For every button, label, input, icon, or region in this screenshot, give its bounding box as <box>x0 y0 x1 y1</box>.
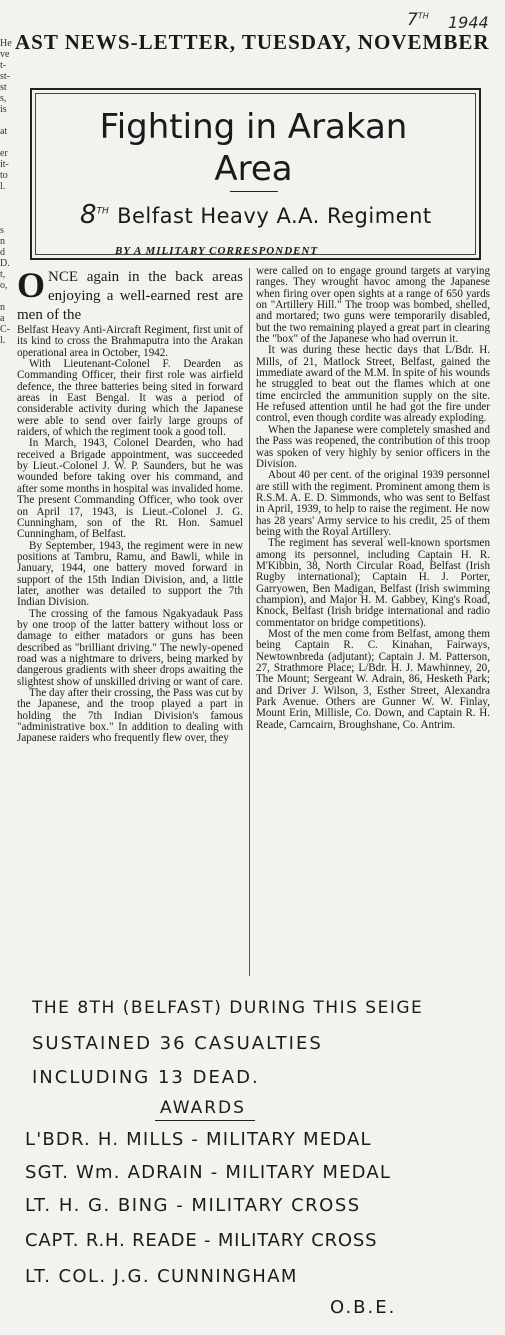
edge-fragment: ve <box>0 49 10 60</box>
article-paragraph: The crossing of the famous Ngakyadauk Pass by one troop of the latter battery without loss or damage to either matadors or guns has been described as "brilliant driving." The newly-opened road was a nightmare to drivers, being marked by dangerous gradients with sheer drops awaiting the slightest show of unskilled driving or want of care. <box>17 607 243 688</box>
edge-fragment: l. <box>0 335 6 346</box>
handwritten-date-day: 7TH <box>407 10 429 30</box>
byline: BY A MILITARY CORRESPONDENT <box>115 245 319 257</box>
dropcap-letter: O <box>17 265 46 305</box>
edge-fragment: D. <box>0 258 10 269</box>
edge-fragment: n <box>0 302 5 313</box>
edge-fragment: is <box>0 104 7 115</box>
newspaper-masthead: AST NEWS-LETTER, TUESDAY, NOVEMBER <box>15 30 490 54</box>
handwritten-awards-heading: AWARDS <box>160 1098 246 1118</box>
headline-line-1: Fighting in Arakan <box>99 107 408 147</box>
edge-fragment <box>0 203 14 214</box>
article-paragraph: The regiment has several well-known sportsmen among its personnel, including Captain H. R. M'Kibbin, 38, North Circular Road, Belfast (Irish Rugby international); Captain H. J. Porter, Garryowen, Ben Madigan, Belfast (Irish swimming champion), and Major H. M. Gabbey, King's Road, Knock, Belfast (Irish bridge international and radio commentator on bridge competitions). <box>256 537 490 629</box>
article-lead: ONCE again in the back areas enjoying a well-earned rest are men of the <box>17 265 243 323</box>
edge-fragment: d <box>0 247 5 258</box>
edge-fragment: st <box>0 82 7 93</box>
article-right-column <box>256 266 490 731</box>
handwritten-award-2: SGT. Wm. ADRAIN - MILITARY MEDAL <box>25 1162 392 1183</box>
article-paragraph: It was during these hectic days that L/Bdr. H. Mills, of 21, Matlock Street, Belfast, gained the immediate award of the M.M. In spite of his wounds he struggled to beat out the flames which at one time encircled the ammunition supply on the site. He refused attention until he had got the fire under control, even though cordite was already exploding. <box>256 344 490 425</box>
edge-fragment: t- <box>0 60 7 71</box>
handwritten-note-line-2: SUSTAINED 36 CASUALTIES <box>32 1033 323 1054</box>
handwritten-award-1: L'BDR. H. MILLS - MILITARY MEDAL <box>25 1129 372 1150</box>
article-paragraph: By September, 1943, the regiment were in new positions at Tambru, Ramu, and Bawli, while in January, 1944, one battery moved forward in support of the 15th Indian Division, and, a little later, another was detailed to support the 7th Indian Division. <box>17 539 243 609</box>
edge-fragment: He <box>0 38 12 49</box>
handwritten-award-3: LT. H. G. BING - MILITARY CROSS <box>25 1195 361 1216</box>
article-paragraph: Most of the men come from Belfast, among them being Captain R. C. Kinahan, Fairways, Newtownbreda (adjutant); Captain J. M. Patterson, 27, Strathmore Place; L/Bdr. H. J. Mawhinney, 20, The Mount; Sergeant W. Adrain, 86, Hesketh Park; and Driver J. Wilson, 3, Esther Street, Alexandra Park Avenue. Others are Gunner W. W. Finlay, Mount Erin, Millisle, Co. Down, and Captain R. H. Reade, Carncairn, Broughshane, Co. Antrim. <box>256 628 490 731</box>
column-divider <box>249 268 250 976</box>
article-paragraph: The day after their crossing, the Pass was cut by the Japanese, and the troop played a part in holding the 7th Indian Division's famous "administrative box." In addition to dealing with Japanese raiders who frequently flew over, they <box>17 687 243 745</box>
article-paragraph: When the Japanese were completely smashed and the Pass was reopened, the contribution of this troop was spoken of very highly by senior officers in the Division. <box>256 423 490 470</box>
subheadline-text: Belfast Heavy A.A. Regiment <box>117 204 432 228</box>
edge-fragment: to <box>0 170 8 181</box>
edge-fragment: a <box>0 313 5 324</box>
handwritten-note-line-1: THE 8TH (BELFAST) DURING THIS SEIGE <box>32 998 424 1018</box>
article-paragraph: were called on to engage ground targets at varying ranges. They wrought havoc among the Japanese when firing over open sights at a range of 650 yards on "Artillery Hill." The troop was bombed, shelled, and mortared; two guns were temporarily disabled, but the two remaining played a great part in clearing the "box" of the Japanese who had overrun it. <box>256 265 490 346</box>
edge-fragment <box>0 192 14 203</box>
edge-fragment <box>0 291 14 302</box>
article-paragraph: In March, 1943, Colonel Dearden, who had received a Brigade appointment, was succeeded by Lieut.-Colonel J. W. P. Saunders, but he was wounded before taking over his command, and after some months in hospital was invalided home. The present Commanding Officer, who took over on April 17, 1943, is Lieut.-Colonel J. G. Cunningham, son of the Rt. Hon. Samuel Cunningham, of Belfast. <box>17 437 243 541</box>
article-paragraph: With Lieutenant-Colonel F. Dearden as Commanding Officer, their first role was airfield defence, the three batteries being sited in forward areas in East Bengal. It was a period of considerable activity during which the Japanese were able to send over fairly large groups of raiders, of which the regiment took a good toll. <box>17 358 243 439</box>
subheadline <box>80 200 432 230</box>
cut-edge-text-fragments <box>0 38 14 346</box>
headline-line-2: Area <box>214 149 293 189</box>
edge-fragment: l. <box>0 181 6 192</box>
article-paragraph: About 40 per cent. of the original 1939 personnel are still with the regiment. Prominent among them is R.S.M. A. E. D. Simmonds, who was sent to Belfast in April, 1939, to help to raise the regiment. He now has 28 years' Army service to his credit, 25 of them being with the Royal Artillery. <box>256 469 490 538</box>
handwritten-award-5-suffix: O.B.E. <box>330 1297 397 1318</box>
edge-fragment: n <box>0 236 5 247</box>
edge-fragment: st- <box>0 71 10 82</box>
edge-fragment: er <box>0 148 8 159</box>
edge-fragment: at <box>0 126 8 137</box>
edge-fragment: C- <box>0 324 10 335</box>
article-left-column <box>17 265 243 745</box>
edge-fragment: s <box>0 225 4 236</box>
article-paragraph: Belfast Heavy Anti-Aircraft Regiment, first unit of its kind to cross the Brahmaputra into the Arakan operational area in October, 1942. <box>17 324 243 359</box>
handwritten-award-4: CAPT. R.H. READE - MILITARY CROSS <box>25 1230 378 1251</box>
edge-fragment: s, <box>0 93 7 104</box>
handwritten-note-line-3: INCLUDING 13 DEAD. <box>32 1067 260 1088</box>
edge-fragment <box>0 137 14 148</box>
handwritten-regiment-number: 8TH <box>80 200 109 230</box>
handwritten-award-5: LT. COL. J.G. CUNNINGHAM <box>25 1266 298 1287</box>
edge-fragment <box>0 115 14 126</box>
edge-fragment <box>0 214 14 225</box>
edge-fragment: it- <box>0 159 9 170</box>
edge-fragment: t, <box>0 269 6 280</box>
edge-fragment: o, <box>0 280 8 291</box>
handwritten-year: 1944 <box>448 13 489 32</box>
awards-underline <box>155 1120 255 1121</box>
headline-divider <box>230 191 278 192</box>
